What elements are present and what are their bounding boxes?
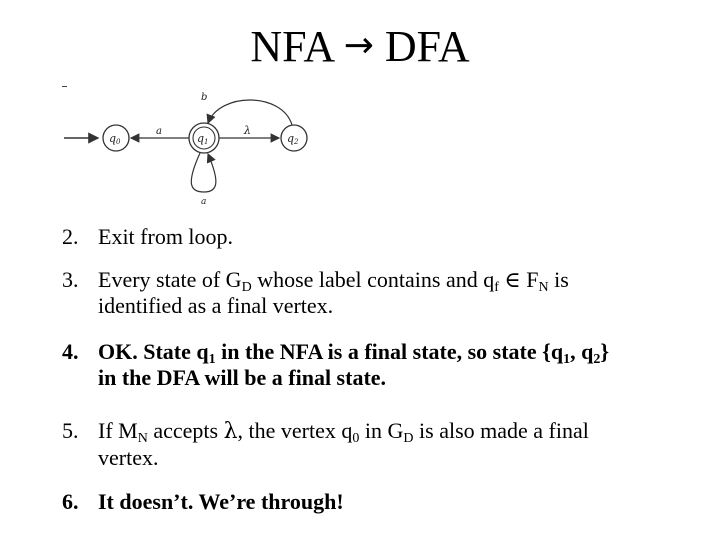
state-q0-label: q0 <box>109 132 121 146</box>
slide-title <box>0 18 720 75</box>
edge-label-b: b <box>201 92 208 103</box>
title-left: NFA <box>250 22 333 71</box>
item-line-1: Every state of $G_D$ whose label contains and $q_f$ ∈ $F_N$ is <box>98 267 569 295</box>
edge-q1-self-loop <box>191 153 216 192</box>
nfa-diagram <box>58 84 318 208</box>
item-line-1: OK. State $q_1$ in the NFA is a final state, so state {$q_1$, $q_2$} <box>98 339 609 367</box>
item-line-2: vertex. <box>98 445 159 470</box>
list-item-4 <box>62 339 712 391</box>
title-right: DFA <box>384 22 470 71</box>
edge-q2-q1-arc <box>208 100 292 125</box>
item-number: 4. <box>62 339 79 364</box>
item-number: 3. <box>62 267 79 292</box>
right-arrow-icon: → <box>343 25 374 66</box>
item-text: It doesn’t. We’re through! <box>98 489 344 514</box>
item-number: 6. <box>62 489 79 514</box>
lambda-symbol: λ <box>223 419 238 444</box>
list-item-5 <box>62 418 712 471</box>
list-item-6 <box>62 489 712 515</box>
list-item-3 <box>62 267 712 319</box>
edge-label-a: a <box>156 126 162 137</box>
state-q1-label: q1 <box>197 132 209 146</box>
state-q2-label: q2 <box>287 132 299 146</box>
item-line-1: If $M_N$ accepts λ, the vertex $q_0$ in $G_D$ is also made a final <box>98 418 589 446</box>
item-text: Exit from loop. <box>98 224 234 249</box>
edge-label-loop-a: a <box>201 197 207 207</box>
list-item-2 <box>62 224 712 250</box>
item-number: 5. <box>62 418 79 443</box>
edge-label-lambda: λ <box>244 124 251 137</box>
item-number: 2. <box>62 224 79 249</box>
item-line-2: in the DFA will be a final state. <box>98 365 387 390</box>
item-line-2: identified as a final vertex. <box>98 293 334 318</box>
